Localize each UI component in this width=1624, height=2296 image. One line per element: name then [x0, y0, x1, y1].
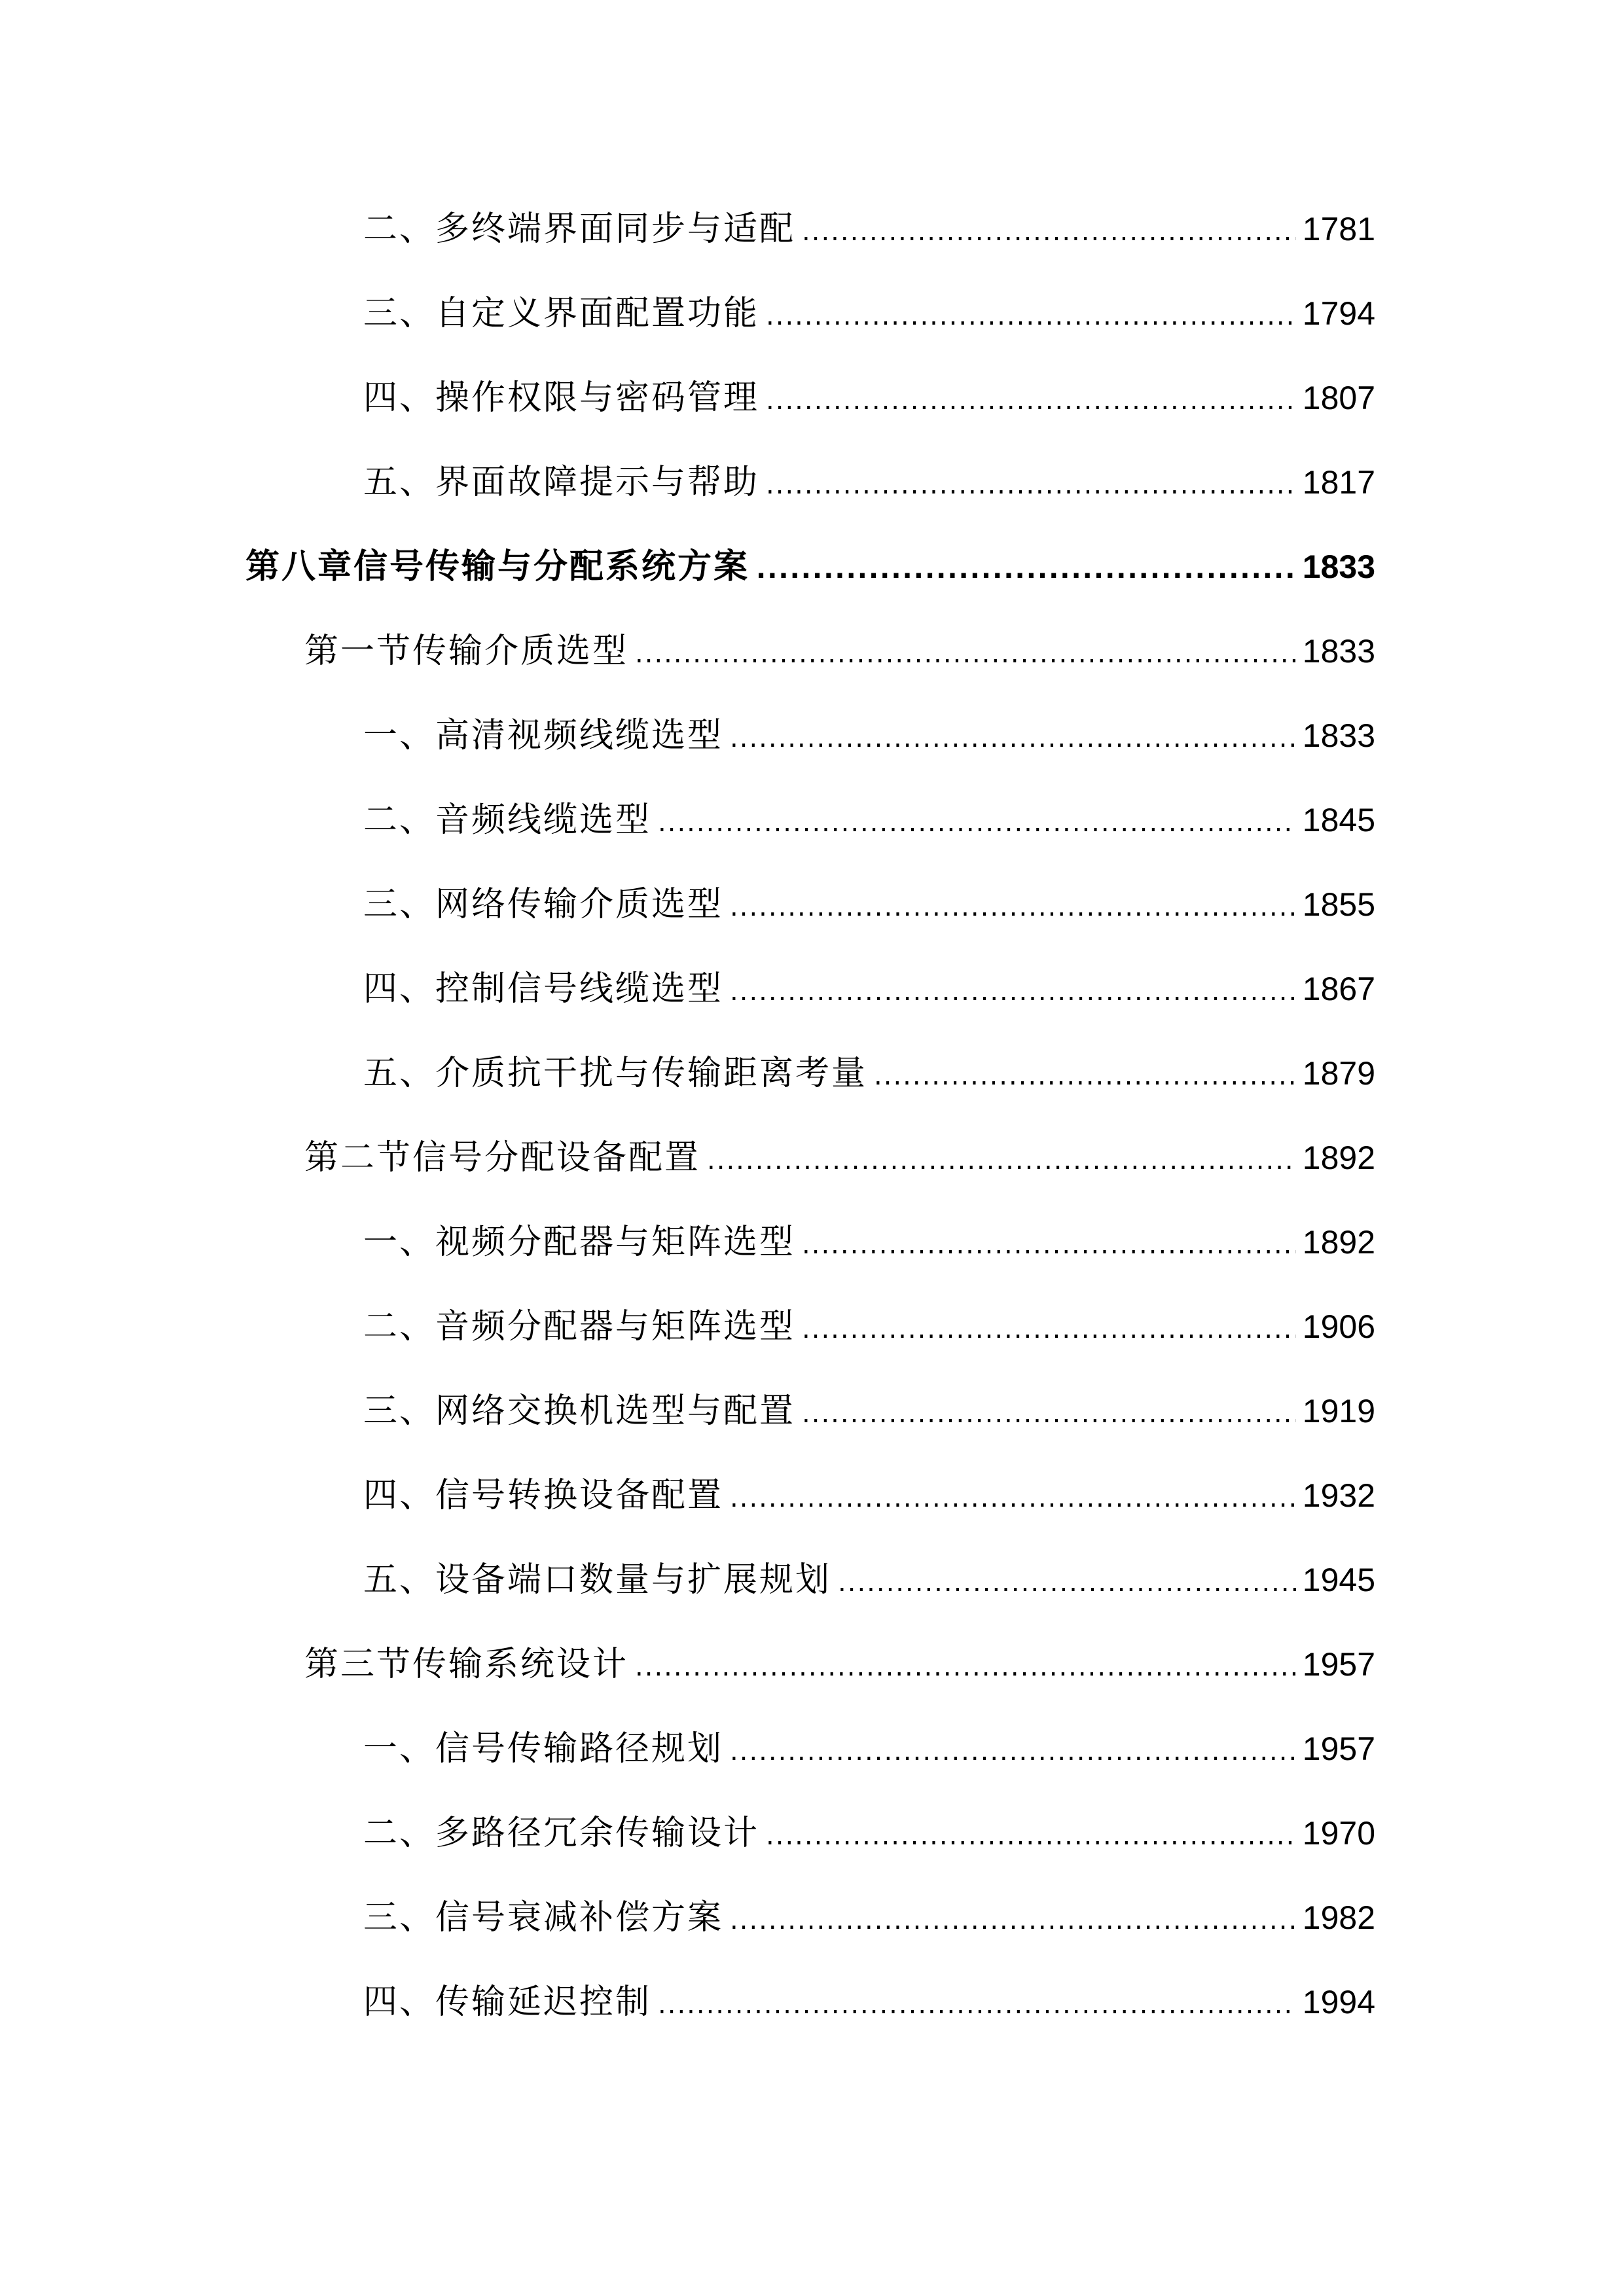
toc-leader-dots: [802, 1381, 1296, 1446]
toc-entry-page: 1845: [1302, 802, 1375, 838]
toc-entry: [363, 1885, 1375, 1950]
toc-leader-dots: [874, 1043, 1296, 1109]
toc-entry-page: 1794: [1302, 295, 1375, 332]
toc-entry-page: 1833: [1302, 548, 1375, 585]
toc-leader-dots: [730, 706, 1296, 771]
toc-leader-dots: [635, 621, 1296, 687]
toc-leader-dots: [730, 1465, 1296, 1531]
toc-entry: [363, 1041, 1375, 1106]
toc-entry: [363, 196, 1375, 262]
toc-section-entry: [304, 1632, 1375, 1697]
toc-section-entry: [304, 1125, 1375, 1191]
toc-entry-title: 二、多路径冗余传输设计: [363, 1814, 760, 1853]
toc-entry-page: 1919: [1302, 1393, 1375, 1429]
toc-leader-dots: [838, 1550, 1296, 1615]
toc-entry-title: 二、多终端界面同步与适配: [363, 209, 796, 249]
toc-entry-page: 1781: [1302, 211, 1375, 247]
toc-entry-page: 1833: [1302, 633, 1375, 670]
toc-entry: [363, 450, 1375, 515]
toc-entry: [363, 1969, 1375, 2035]
toc-entry: [363, 1463, 1375, 1528]
toc-entry-page: 1932: [1302, 1477, 1375, 1514]
toc-entry: [363, 1378, 1375, 1444]
toc-entry-title: 四、信号转换设备配置: [363, 1476, 724, 1515]
toc-entry-page: 1817: [1302, 464, 1375, 501]
toc-chapter-entry: [245, 534, 1375, 600]
toc-entry-page: 1957: [1302, 1646, 1375, 1683]
toc-entry: [363, 1210, 1375, 1275]
toc-leader-dots: [635, 1634, 1296, 1700]
toc-entry: [363, 787, 1375, 853]
toc-entry-title: 一、高清视频线缆选型: [363, 716, 724, 755]
toc-entry-title: 第八章信号传输与分配系统方案: [245, 547, 750, 586]
toc-entry-title: 五、界面故障提示与帮助: [363, 463, 760, 502]
toc-entry: [363, 703, 1375, 768]
toc-leader-dots: [730, 1888, 1296, 1953]
toc-entry-page: 1879: [1302, 1055, 1375, 1092]
toc-entry-title: 二、音频线缆选型: [363, 800, 652, 840]
toc-entry-page: 1957: [1302, 1731, 1375, 1767]
toc-entry-title: 四、控制信号线缆选型: [363, 969, 724, 1009]
toc-entry-title: 二、音频分配器与矩阵选型: [363, 1307, 796, 1346]
toc-entry: [363, 1716, 1375, 1782]
toc-leader-dots: [730, 1719, 1296, 1784]
toc-entry-title: 一、信号传输路径规划: [363, 1729, 724, 1768]
toc-entry-title: 三、网络交换机选型与配置: [363, 1391, 796, 1431]
toc-leader-dots: [707, 1128, 1296, 1193]
toc-entry-title: 三、自定义界面配置功能: [363, 294, 760, 333]
toc-leader-dots: [766, 452, 1296, 518]
toc-leader-dots: [658, 790, 1296, 855]
toc-leader-dots: [730, 874, 1296, 940]
toc-leader-dots: [802, 1297, 1296, 1362]
toc-entry-page: 1833: [1302, 717, 1375, 754]
toc-leader-dots: [766, 368, 1296, 433]
toc-section-entry: [304, 619, 1375, 684]
toc-entry-title: 五、介质抗干扰与传输距离考量: [363, 1054, 868, 1093]
toc-entry-title: 第三节传输系统设计: [304, 1645, 629, 1684]
toc-entry-title: 四、操作权限与密码管理: [363, 378, 760, 418]
toc-entry: [363, 872, 1375, 937]
toc-entry-page: 1945: [1302, 1562, 1375, 1598]
toc-entry-page: 1970: [1302, 1815, 1375, 1852]
toc-entry-page: 1982: [1302, 1899, 1375, 1936]
toc-leader-dots: [802, 1212, 1296, 1278]
toc-entry-page: 1906: [1302, 1308, 1375, 1345]
toc-entry-title: 四、传输延迟控制: [363, 1982, 652, 2022]
toc-leader-dots: [766, 1803, 1296, 1869]
toc-leader-dots: [766, 283, 1296, 349]
toc-entry-page: 1892: [1302, 1139, 1375, 1176]
toc-entry-page: 1855: [1302, 886, 1375, 923]
toc-entry: [363, 1547, 1375, 1613]
toc-entry-page: 1867: [1302, 971, 1375, 1007]
toc-entry-title: 第二节信号分配设备配置: [304, 1138, 701, 1177]
toc-entry-page: 1892: [1302, 1224, 1375, 1261]
toc-entry-page: 1807: [1302, 380, 1375, 416]
toc-entry-title: 三、网络传输介质选型: [363, 885, 724, 924]
toc-leader-dots: [730, 959, 1296, 1024]
toc-entry: [363, 281, 1375, 346]
toc-entry: [363, 1294, 1375, 1359]
toc-leader-dots: [802, 199, 1296, 264]
toc-entry: [363, 365, 1375, 431]
toc-leader-dots: [658, 1972, 1296, 2037]
toc-entry-title: 三、信号衰减补偿方案: [363, 1898, 724, 1937]
toc-entry-title: 第一节传输介质选型: [304, 632, 629, 671]
toc-entry: [363, 1801, 1375, 1866]
toc-entry-page: 1994: [1302, 1984, 1375, 2020]
toc-entry: [363, 956, 1375, 1022]
toc-entry-title: 一、视频分配器与矩阵选型: [363, 1223, 796, 1262]
toc-entry-title: 五、设备端口数量与扩展规划: [363, 1560, 832, 1600]
toc-leader-dots: [756, 537, 1296, 602]
